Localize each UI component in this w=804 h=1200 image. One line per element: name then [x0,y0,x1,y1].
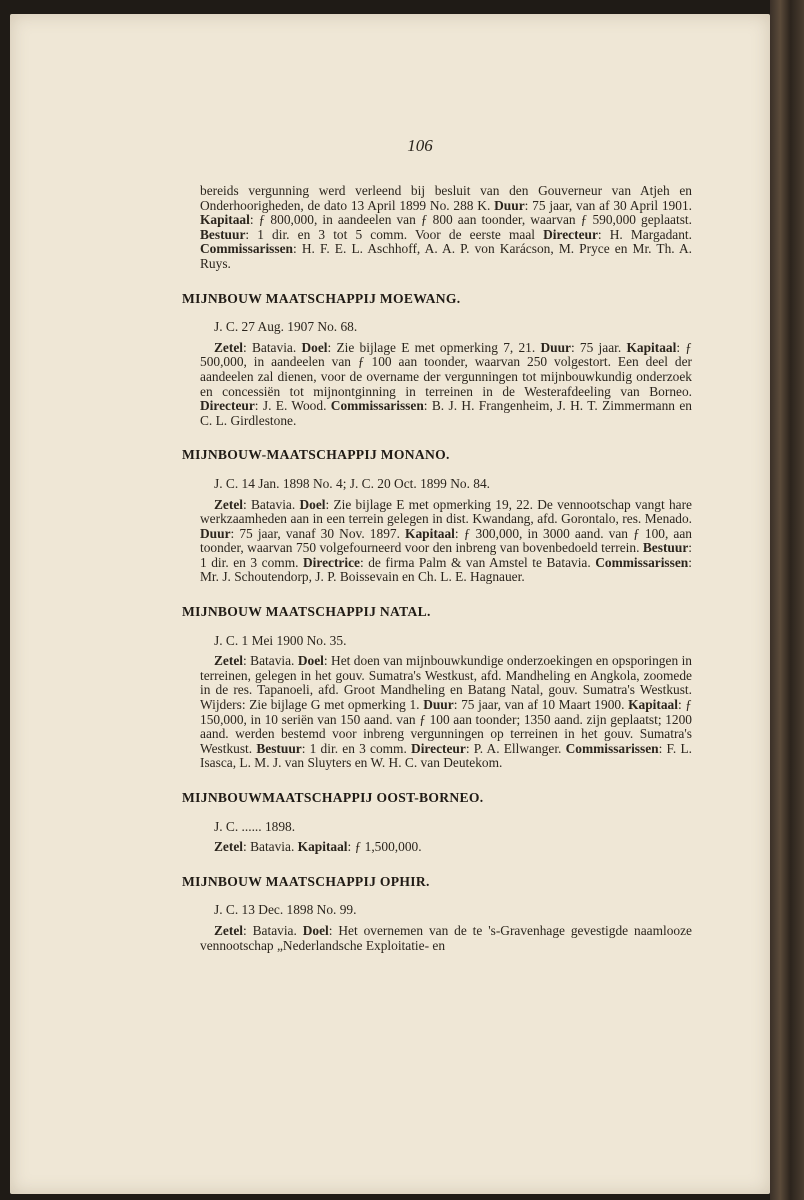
section-body [200,924,692,953]
field-label: Kapitaal [628,697,678,713]
field-text: : B. J. H. Frangenheim, J. H. T. Zimmermann en C. L. Girdlestone. [200,398,692,428]
intro-text: : 75 jaar, van af 30 April 1901. [524,197,692,213]
field-text: : Batavia. [243,922,303,938]
field-label: Duur [423,697,454,713]
section-heading-ophir: MIJNBOUW MAATSCHAPPIJ OPHIR. [182,873,430,889]
field-text: : 75 jaar, vanaf 30 Nov. 1897. [230,525,406,541]
intro-text: : H. Margadant. [597,226,692,242]
section-heading-natal: MIJNBOUW MAATSCHAPPIJ NATAL. [182,604,431,620]
field-label: Duur [540,339,571,355]
section-body [200,840,692,855]
field-text: : Batavia. [243,339,302,355]
section-jc: J. C. ...... 1898. [214,818,296,834]
section-heading-moewang: MIJNBOUW MAATSCHAPPIJ MOEWANG. [182,290,461,306]
section-heading-oost-borneo: MIJNBOUWMAATSCHAPPIJ OOST-BORNEO. [182,790,484,805]
field-label: Bestuur [642,540,689,556]
field-label: Zetel [214,496,243,512]
intro-text: : H. F. E. L. Aschhoff, A. A. P. von Karácson, M. Pryce en Mr. Th. A. Ruys. [200,241,692,271]
field-text: : ƒ 1,500,000. [347,839,422,855]
field-text: : P. A. Ellwanger. [465,740,566,756]
section-body [200,498,692,586]
intro-text: : 1 dir. en 3 tot 5 comm. Voor de eerste maal [245,226,544,242]
field-label: Zetel [214,922,243,938]
field-label: Zetel [214,653,243,669]
field-label: Kapitaal [405,525,455,541]
field-text: : J. E. Wood. [254,398,331,414]
section-body [200,341,692,429]
page-number: 106 [407,136,433,155]
bestuur-label: Bestuur [200,226,246,242]
field-text: : 1 dir. en 3 comm. [200,540,692,570]
field-label: Doel [302,922,329,938]
field-label: Commissarissen [565,740,659,756]
field-label: Kapitaal [626,339,677,355]
field-text: : F. L. Isasca, L. M. J. van Sluyters en W. H. C. van Deutekom. [200,740,692,771]
field-text: : 1 dir. en 3 comm. [301,740,412,756]
field-label: Doel [301,339,328,355]
field-text: : Mr. J. Schoutendorp, J. P. Boissevain en Ch. L. E. Hagnauer. [200,554,692,585]
field-text: : ƒ 150,000, in 10 seriën van 150 aand. van ƒ 100 aan toonder; 1350 aand. zijn geplaatst; 1200 aand. werden bestemd voor inbreng vergunningen op terreinen in het gouv. Sumatra's Westkust. [200,697,692,756]
field-label: Duur [200,525,231,541]
field-label: Directeur [411,740,466,756]
field-text: : Batavia. [243,653,298,669]
field-text: : Batavia. [243,496,300,512]
field-text: : 75 jaar. [570,339,627,355]
field-label: Directrice [302,554,360,570]
field-text: : ƒ 500,000, in aandeelen van ƒ 100 aan toonder, waarvan 250 volgestort. Een deel der aandeelen zal dienen, voor de overname der vergunningen tot mijnbouwkundig onderzoek en concessiën tot mijnontginning in terreinen in de Westerafdeeling van Borneo. [200,339,692,399]
field-text: : Het overnemen van de te 's-Gravenhage gevestigde naamlooze vennootschap „Nederlandsche Exploitatie- en [200,922,692,953]
field-text: : ƒ 300,000, in 3000 aand. van ƒ 100, aan toonder, waarvan 750 volgefourneerd voor den inbreng van bovenbedoeld terrein. [200,525,693,556]
field-label: Doel [297,653,324,669]
section-jc: J. C. 13 Dec. 1898 No. 99. [214,902,357,918]
commissarissen-label: Commissarissen [200,241,293,257]
intro-text: : ƒ 800,000, in aandeelen van ƒ 800 aan toonder, waarvan ƒ 590,000 geplaatst. [249,212,692,228]
intro-text: bereids vergunning werd verleend bij besluit van den Gouverneur van Atjeh en Onderhoorigheden, de dato 13 April 1899 No. 288 K. [200,183,692,213]
field-text: : 75 jaar, van af 10 Maart 1900. [453,697,629,713]
field-text: : de firma Palm & van Amstel te Batavia. [359,554,596,570]
field-label: Commissarissen [330,398,424,414]
directeur-label: Directeur [543,226,598,242]
section-heading-monano: MIJNBOUW-MAATSCHAPPIJ MONANO. [182,447,450,463]
book-binding-edge [770,0,804,1200]
field-text: : Batavia. [243,839,298,855]
field-label: Kapitaal [297,839,348,855]
section-jc: J. C. 14 Jan. 1898 No. 4; J. C. 20 Oct. 1899 No. 84. [214,475,490,491]
intro-paragraph [200,184,692,272]
field-label: Doel [299,496,326,512]
duur-label: Duur [494,197,525,213]
field-label: Commissarissen [595,554,689,570]
book-page [10,14,770,1194]
field-text: : Het doen van mijnbouwkundige onderzoekingen en opsporingen in terreinen, gelegen in het gouv. Sumatra's Westkust, afd. Mandheling en Angkola, zoomede in de res. Tapanoeli, afd. Groot Mandheling en Batang Natal, gouv. Sumatra's Westkust. Wijders: Zie bijlage G met opmerking 1. [200,653,692,713]
field-label: Directeur [200,398,255,414]
section-jc: J. C. 27 Aug. 1907 No. 68. [214,319,358,335]
field-text: : Zie bijlage E met opmerking 19, 22. De vennootschap vangt hare werkzaamheden aan in een terrein gelegen in dist. Kwandang, afd. Gorontalo, res. Menado. [200,496,692,527]
field-label: Zetel [214,839,243,855]
field-text: : Zie bijlage E met opmerking 7, 21. [327,339,541,355]
kapitaal-label: Kapitaal [200,212,250,228]
section-body [200,654,692,771]
field-label: Bestuur [256,740,302,756]
section-jc: J. C. 1 Mei 1900 No. 35. [214,632,347,648]
page-content [182,183,693,953]
field-label: Zetel [214,339,243,355]
